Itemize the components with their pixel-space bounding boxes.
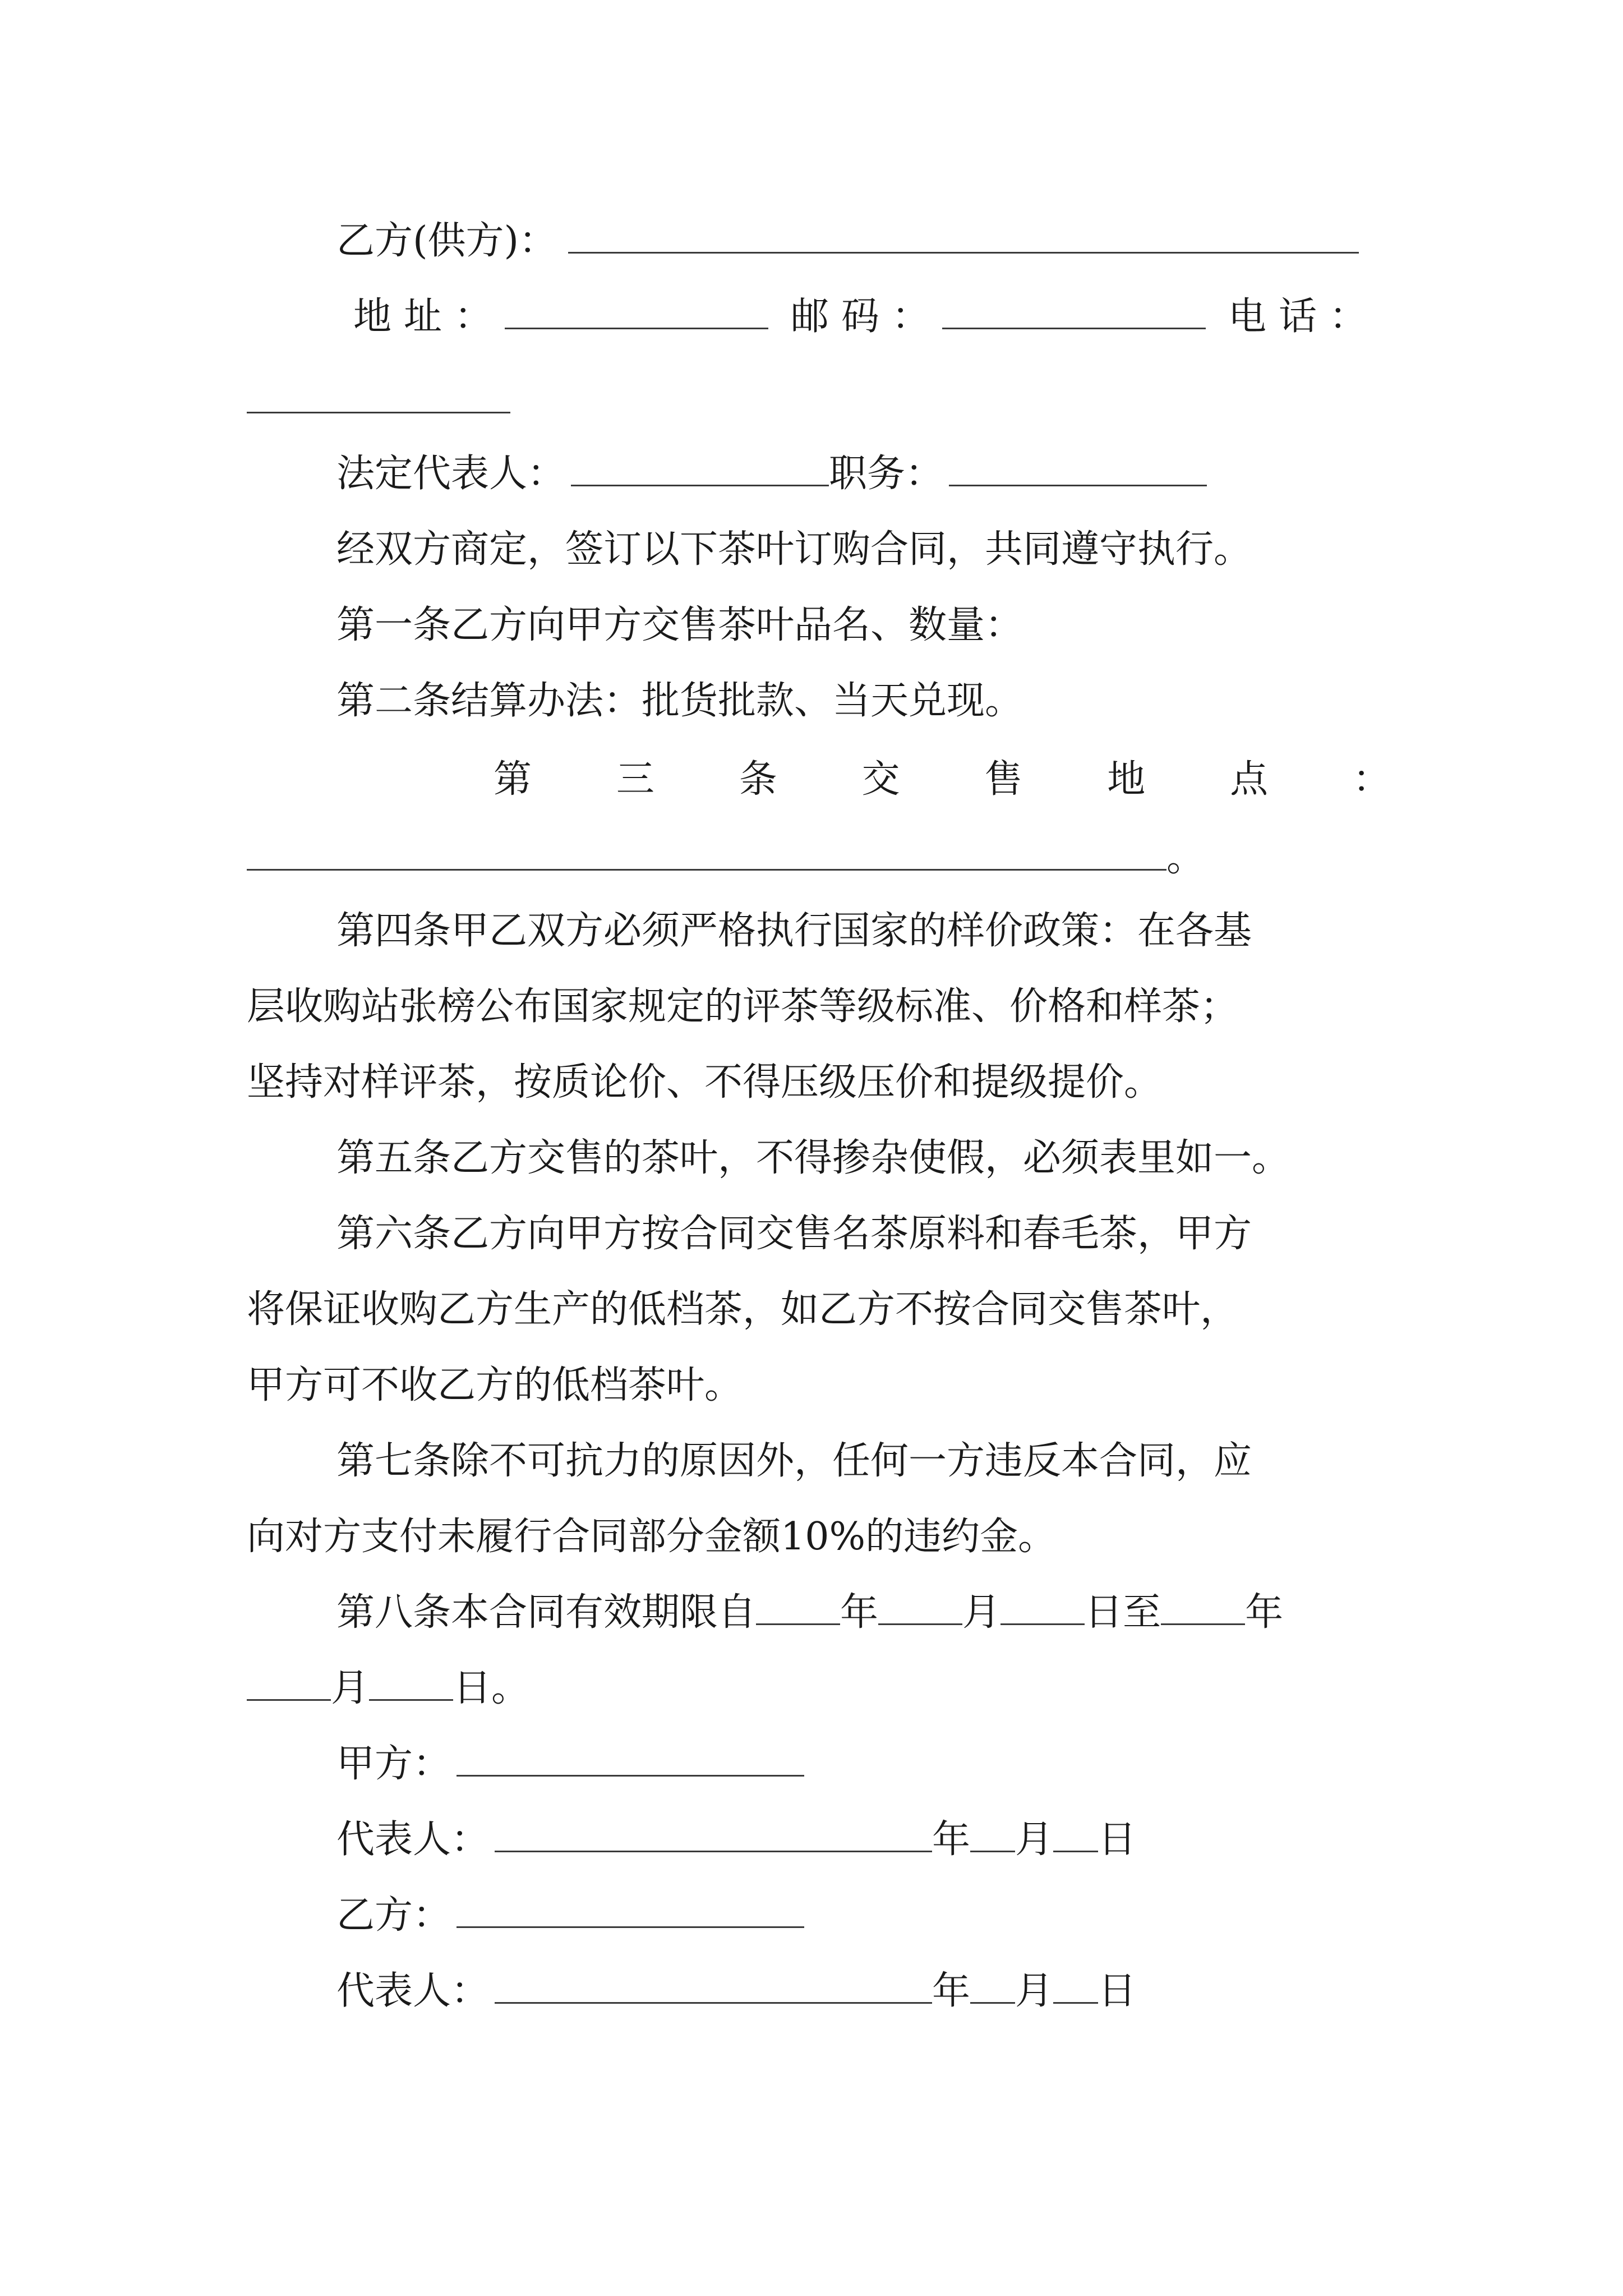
phone-label: 电话： [1228, 295, 1380, 339]
day-label: 日 [1098, 1969, 1137, 2013]
rep-label: 代表人： [336, 1969, 490, 2013]
article-3-end: 。 [1166, 836, 1205, 880]
party-a-signature-row [247, 1736, 1391, 1792]
article-3-heading [247, 752, 1391, 808]
party-a-label: 甲方： [336, 1742, 451, 1786]
article-4-line-2: 层收购站张榜公布国家规定的评茶等级标准、价格和样茶； [247, 984, 1239, 1029]
end-month-blank[interactable] [247, 1665, 331, 1701]
postcode-label: 邮码： [791, 295, 943, 339]
party-a-month-blank[interactable] [970, 1817, 1015, 1852]
party-b-row [247, 213, 1391, 269]
article-3-char: 地 [1107, 757, 1146, 802]
article-4-line-1: 第四条甲乙双方必须严格执行国家的样价政策：在各基 [336, 909, 1252, 953]
party-b-label: 乙方(供方)： [336, 219, 557, 263]
party-a-rep-row [247, 1812, 1391, 1868]
representative-row [247, 446, 1391, 502]
party-b-sign-blank[interactable] [457, 1893, 804, 1928]
postcode-blank[interactable] [942, 294, 1206, 329]
party-b-rep-blank[interactable] [495, 1968, 932, 2004]
address-row [247, 289, 1391, 345]
article-6-line-1: 第六条乙方向甲方按合同交售名茶原料和春毛茶，甲方 [336, 1212, 1252, 1256]
article-7-line-1: 第七条除不可抗力的原因外，任何一方违反本合同，应 [336, 1439, 1252, 1483]
article-7-line-2: 向对方支付未履行合同部分金额10%的违约金。 [247, 1515, 1057, 1559]
article-3-char: ： [1352, 757, 1391, 802]
year-label: 年 [840, 1590, 879, 1635]
title-blank[interactable] [949, 451, 1207, 486]
party-b-rep-row [247, 1963, 1391, 2019]
month-label: 月 [1015, 1818, 1054, 1862]
title-label: 职务： [829, 452, 944, 496]
article-5: 第五条乙方交售的茶叶，不得掺杂使假，必须表里如一。 [336, 1136, 1290, 1180]
article-3-char: 条 [739, 757, 777, 802]
phone-blank[interactable] [247, 378, 510, 413]
end-day-blank[interactable] [369, 1665, 453, 1701]
year-label: 年 [1245, 1590, 1284, 1635]
party-a-rep-blank[interactable] [495, 1817, 932, 1852]
phone-continuation-row [247, 373, 1391, 429]
month-label: 月 [962, 1590, 1001, 1635]
article-3-char: 三 [616, 757, 654, 802]
month-label: 月 [331, 1666, 370, 1710]
year-label: 年 [932, 1818, 971, 1862]
article-3-char: 售 [984, 757, 1023, 802]
article-6-line-2: 将保证收购乙方生产的低档茶，如乙方不按合同交售茶叶， [247, 1287, 1239, 1332]
party-b-day-blank[interactable] [1053, 1968, 1098, 2004]
start-month-blank[interactable] [878, 1590, 962, 1625]
article-3-blank-row [247, 830, 1391, 886]
article-8-prefix: 第八条本合同有效期限自 [336, 1590, 757, 1635]
start-day-blank[interactable] [1000, 1590, 1085, 1625]
address-label: 地址： [353, 295, 505, 339]
day-to-label: 日至 [1085, 1590, 1161, 1635]
rep-blank[interactable] [571, 451, 829, 486]
party-a-blank[interactable] [457, 1741, 804, 1777]
party-b-blank[interactable] [568, 218, 1359, 254]
intro-paragraph: 经双方商定，签订以下茶叶订购合同，共同遵守执行。 [336, 527, 1252, 572]
article-6-line-3: 甲方可不收乙方的低档茶叶。 [247, 1363, 743, 1407]
address-blank[interactable] [505, 294, 768, 329]
year-label: 年 [932, 1969, 971, 2013]
rep-label: 代表人： [336, 1818, 490, 1862]
month-label: 月 [1015, 1969, 1054, 2013]
article-8-line-1 [247, 1585, 1391, 1641]
article-3-char: 交 [861, 757, 900, 802]
party-a-day-blank[interactable] [1053, 1817, 1098, 1852]
article-3-location-blank[interactable] [247, 835, 1166, 871]
party-b-month-blank[interactable] [970, 1968, 1015, 2004]
day-label: 日 [1098, 1818, 1137, 1862]
article-3-char: 第 [494, 757, 532, 802]
article-1: 第一条乙方向甲方交售茶叶品名、数量： [336, 603, 1023, 647]
day-end-label: 日。 [453, 1666, 530, 1710]
rep-label: 法定代表人： [336, 452, 566, 496]
article-3-char: 点 [1230, 757, 1269, 802]
article-2: 第二条结算办法：批货批款、当天兑现。 [336, 679, 1023, 723]
party-b-signature-row [247, 1888, 1391, 1944]
article-8-line-2 [247, 1660, 1391, 1717]
party-b-sign-label: 乙方： [336, 1893, 451, 1938]
start-year-blank[interactable] [756, 1590, 840, 1625]
article-4-line-3: 坚持对样评茶，按质论价、不得压级压价和提级提价。 [247, 1060, 1163, 1105]
end-year-blank[interactable] [1161, 1590, 1245, 1625]
